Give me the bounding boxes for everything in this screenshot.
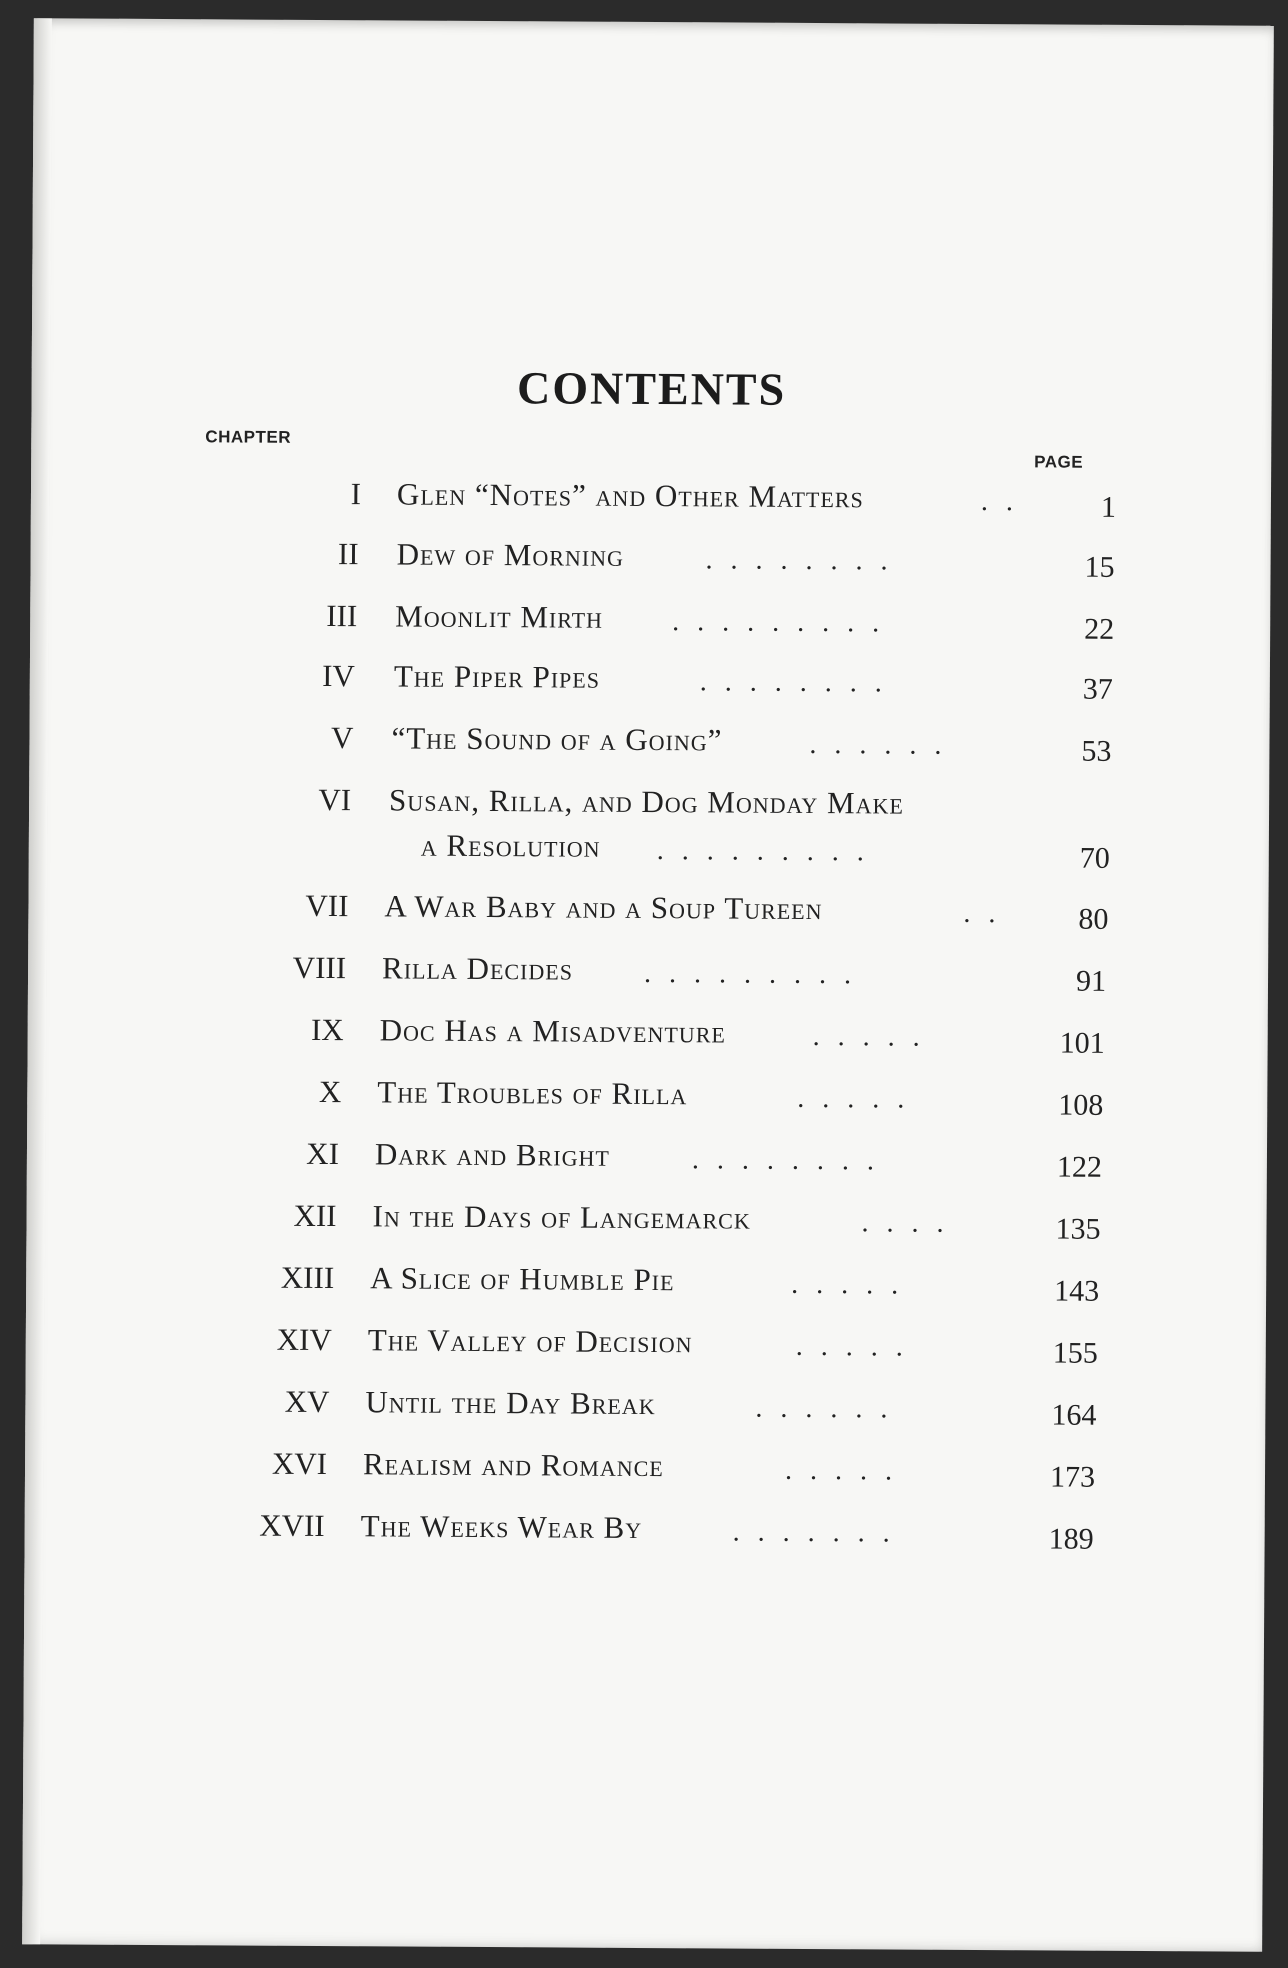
toc-row — [28, 1010, 1268, 1060]
chapter-number: IX — [310, 1011, 344, 1048]
leader-dots: ..... — [812, 1021, 938, 1053]
page-number: 101 — [1059, 1026, 1105, 1060]
toc-row — [31, 474, 1271, 524]
table-of-contents — [22, 18, 1274, 1952]
leader-dots: ........ — [691, 1144, 893, 1177]
chapter-title: The Weeks Wear By — [360, 1508, 643, 1545]
toc-row — [30, 718, 1270, 768]
toc-row — [27, 1196, 1267, 1246]
chapter-title: The Troubles of Rilla — [377, 1074, 688, 1112]
chapter-title: Susan, Rilla, and Dog Monday Make — [389, 782, 904, 821]
leader-dots: ......... — [672, 606, 898, 639]
chapter-title: A War Baby and a Soup Tureen — [384, 888, 823, 927]
chapter-number: III — [326, 598, 358, 634]
chapter-title: Realism and Romance — [362, 1446, 664, 1484]
leader-dots: ..... — [791, 1268, 917, 1301]
toc-row — [26, 1382, 1266, 1432]
page-number: 135 — [1055, 1212, 1101, 1246]
page-number: 70 — [1079, 841, 1110, 875]
page-number: 173 — [1049, 1460, 1096, 1494]
page-number: 1 — [1100, 490, 1117, 524]
toc-row — [29, 886, 1269, 936]
chapter-title-continued: a Resolution — [420, 827, 601, 864]
toc-row — [31, 534, 1271, 584]
toc-row — [28, 948, 1268, 998]
leader-dots: ..... — [797, 1082, 923, 1115]
toc-row — [27, 1134, 1267, 1184]
chapter-title: Moonlit Mirth — [395, 598, 604, 635]
chapter-number: II — [337, 536, 359, 572]
chapter-title: Rilla Decides — [381, 950, 574, 987]
page-number: 80 — [1078, 902, 1109, 936]
leader-dots: .. — [980, 486, 1032, 518]
toc-row — [30, 656, 1270, 706]
book-page — [22, 18, 1274, 1952]
leader-dots: .... — [861, 1207, 962, 1239]
chapter-number: XIII — [280, 1259, 335, 1296]
page-number: 122 — [1056, 1150, 1102, 1184]
chapter-number: XI — [306, 1135, 340, 1172]
chapter-number: XVII — [259, 1507, 325, 1544]
leader-dots: ..... — [795, 1330, 921, 1363]
chapter-title: “The Sound of a Going” — [391, 720, 723, 758]
chapter-title: The Piper Pipes — [393, 658, 601, 695]
page-number: 15 — [1084, 550, 1115, 584]
toc-row — [25, 1506, 1265, 1556]
leader-dots: ...... — [809, 728, 960, 761]
chapter-title: Glen “Notes” and Other Matters — [396, 476, 864, 515]
toc-row — [27, 1072, 1267, 1122]
leader-dots: .. — [963, 897, 1014, 930]
chapter-title: Dew of Morning — [396, 536, 625, 573]
page-number: 143 — [1054, 1274, 1100, 1308]
toc-row — [26, 1258, 1266, 1308]
page-number: 155 — [1052, 1336, 1098, 1370]
chapter-number: VII — [305, 887, 349, 924]
chapter-number: XVI — [271, 1445, 328, 1482]
chapter-number: XIV — [276, 1321, 332, 1358]
leader-dots: ....... — [732, 1516, 908, 1549]
page-number: 22 — [1084, 612, 1115, 646]
toc-row — [25, 1444, 1265, 1494]
page-number: 53 — [1081, 734, 1112, 768]
chapter-title: Doc Has a Misadventure — [379, 1012, 726, 1050]
toc-row — [30, 596, 1270, 646]
chapter-number: X — [318, 1073, 342, 1110]
page-number: 108 — [1058, 1088, 1104, 1122]
chapter-number: I — [350, 476, 362, 512]
chapter-title: Until the Day Break — [365, 1384, 656, 1422]
chapter-title: In the Days of Langemarck — [372, 1198, 751, 1236]
leader-dots: ...... — [755, 1392, 906, 1425]
chapter-number: XV — [284, 1383, 330, 1420]
page-column-header: PAGE — [1034, 452, 1084, 472]
chapter-number: XII — [293, 1197, 337, 1234]
chapter-title: A Slice of Humble Pie — [370, 1260, 675, 1298]
leader-dots: ......... — [656, 835, 882, 868]
page-number: 91 — [1075, 964, 1107, 998]
chapter-number: IV — [322, 658, 355, 694]
leader-dots: ........ — [705, 544, 906, 577]
chapter-column-header: CHAPTER — [205, 427, 292, 447]
page-number: 164 — [1051, 1398, 1097, 1432]
page-title: CONTENTS — [516, 362, 787, 415]
chapter-number: VI — [318, 781, 352, 818]
chapter-title: Dark and Bright — [374, 1136, 610, 1173]
leader-dots: ..... — [784, 1454, 911, 1487]
chapter-number: VIII — [292, 949, 347, 986]
chapter-number: V — [331, 720, 354, 756]
toc-row — [26, 1320, 1266, 1370]
leader-dots: ........ — [699, 666, 900, 699]
toc-row — [29, 780, 1269, 875]
leader-dots: ......... — [643, 957, 870, 991]
page-number: 37 — [1082, 672, 1113, 706]
page-number: 189 — [1048, 1522, 1094, 1556]
chapter-title: The Valley of Decision — [367, 1322, 693, 1360]
